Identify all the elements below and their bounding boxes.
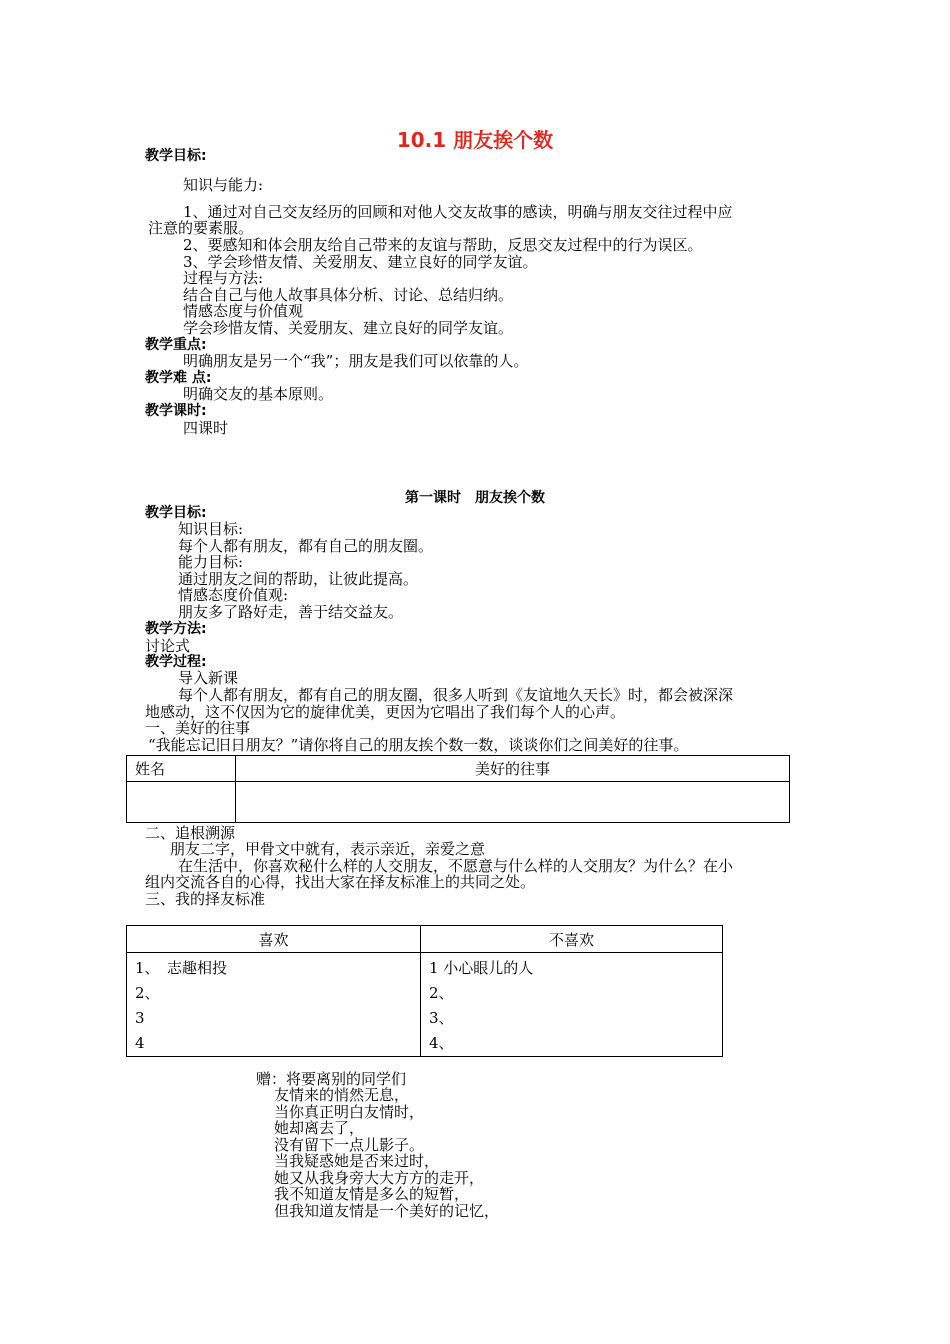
procedure-heading: 教学过程: (145, 654, 207, 670)
key-text: 明确朋友是另一个“我”；朋友是我们可以依靠的人。 (183, 352, 529, 370)
difficulty-text: 明确交友的基本原则。 (183, 385, 334, 403)
document-title: 10.1 朋友挨个数 (396, 128, 554, 152)
lesson-subtitle: 第一课时 朋友挨个数 (405, 490, 545, 506)
dislike-column-header: 不喜欢 (421, 926, 723, 953)
dislike-list (421, 953, 723, 1057)
like-list (127, 953, 421, 1057)
dislike-item: 2、 (429, 984, 454, 1002)
poem-dedication: 赠：将要离别的同学们 (256, 1070, 407, 1088)
memory-column-header: 美好的往事 (236, 756, 790, 782)
memories-table (126, 755, 790, 823)
item-3: 3、学会珍惜友情、关爱朋友、建立良好的同学友谊。 (183, 253, 538, 271)
item-2: 2、要感知和体会朋友给自己带来的友谊与帮助，反思交友过程中的行为误区。 (183, 236, 703, 254)
knowledge-heading: 知识目标: (178, 520, 244, 538)
attitude-heading: 情感态度价值观: (178, 586, 289, 604)
ability-heading: 知识与能力: (183, 176, 264, 194)
like-item: 4 (135, 1034, 145, 1052)
dislike-item: 4、 (429, 1034, 454, 1052)
like-item: 3 (135, 1009, 145, 1027)
dislike-item: 1 小心眼儿的人 (429, 959, 534, 977)
name-column-header: 姓名 (127, 756, 236, 782)
method-heading: 教学方法: (145, 621, 207, 637)
part-2-line-3: 组内交流各自的心得，找出大家在择友标准上的共同之处。 (145, 873, 536, 891)
knowledge-text: 每个人都有朋友，都有自己的朋友圈。 (178, 537, 434, 555)
poem-line: 我不知道友情是多么的短暂， (274, 1185, 470, 1203)
part-2-line-2: 在生活中，你喜欢秘什么样的人交朋友，不愿意与什么样的人交朋友？为什么？在小 (178, 857, 734, 875)
poem-line: 友情来的悄然无息， (274, 1086, 410, 1104)
method-text: 讨论式 (145, 637, 191, 655)
memory-cell (236, 782, 790, 823)
key-heading: 教学重点: (145, 337, 207, 353)
part-1-heading: 一、美好的往事 (145, 719, 251, 737)
item-1-line-2: 注意的要素服。 (148, 219, 254, 237)
part-1-question: “我能忘记旧日朋友？”请你将自己的朋友挨个数一数，谈谈你们之间美好的往事。 (148, 736, 689, 754)
poem-line: 当你真正明白友情时， (274, 1103, 425, 1121)
poem-line: 她又从我身旁大大方方的走开， (274, 1169, 485, 1187)
part-3-heading: 三、我的择友标准 (145, 890, 266, 908)
poem-line: 没有留下一点儿影子。 (274, 1136, 425, 1154)
hours-text: 四课时 (183, 419, 229, 437)
hours-heading: 教学课时: (145, 403, 207, 419)
poem-line: 但我知道友情是一个美好的记忆， (274, 1202, 500, 1220)
process-text: 结合自己与他人故事具体分析、讨论、总结归纳。 (183, 286, 514, 304)
poem-line: 她却离去了， (274, 1119, 365, 1137)
intro-heading: 导入新课 (178, 669, 239, 687)
skill-text: 通过朋友之间的帮助，让彼此提高。 (178, 570, 419, 588)
like-column-header: 喜欢 (127, 926, 421, 953)
like-item: 2、 (135, 984, 160, 1002)
lesson-goal-heading: 教学目标: (145, 505, 207, 521)
difficulty-heading: 教学难 点: (145, 370, 212, 386)
name-cell (127, 782, 236, 823)
poem-line: 当我疑惑她是否来过时， (274, 1152, 440, 1170)
dislike-item: 3、 (429, 1009, 454, 1027)
emotion-heading: 情感态度与价值观 (183, 302, 304, 320)
intro-paragraph-line-2: 地感动，这不仅因为它的旋律优美，更因为它唱出了我们每个人的心声。 (145, 703, 626, 721)
intro-paragraph-line-1: 每个人都有朋友，都有自己的朋友圈，很多人听到《友谊地久天长》时，都会被深深 (178, 686, 734, 704)
part-2-line-1: 朋友二字，甲骨文中就有，表示亲近，亲爱之意 (170, 840, 486, 858)
attitude-text: 朋友多了路好走，善于结交益友。 (178, 603, 404, 621)
like-item: 1、 志趣相投 (135, 959, 228, 977)
process-heading: 过程与方法: (183, 269, 264, 287)
friend-criteria-table (126, 925, 723, 1057)
emotion-text: 学会珍惜友情、关爱朋友、建立良好的同学友谊。 (183, 319, 514, 337)
part-2-heading: 二、追根溯源 (145, 824, 236, 842)
goal-heading: 教学目标: (145, 148, 207, 164)
item-1-line-1: 1、通过对自己交友经历的回顾和对他人交友故事的感读，明确与朋友交往过程中应 (183, 203, 733, 221)
skill-heading: 能力目标: (178, 553, 244, 571)
